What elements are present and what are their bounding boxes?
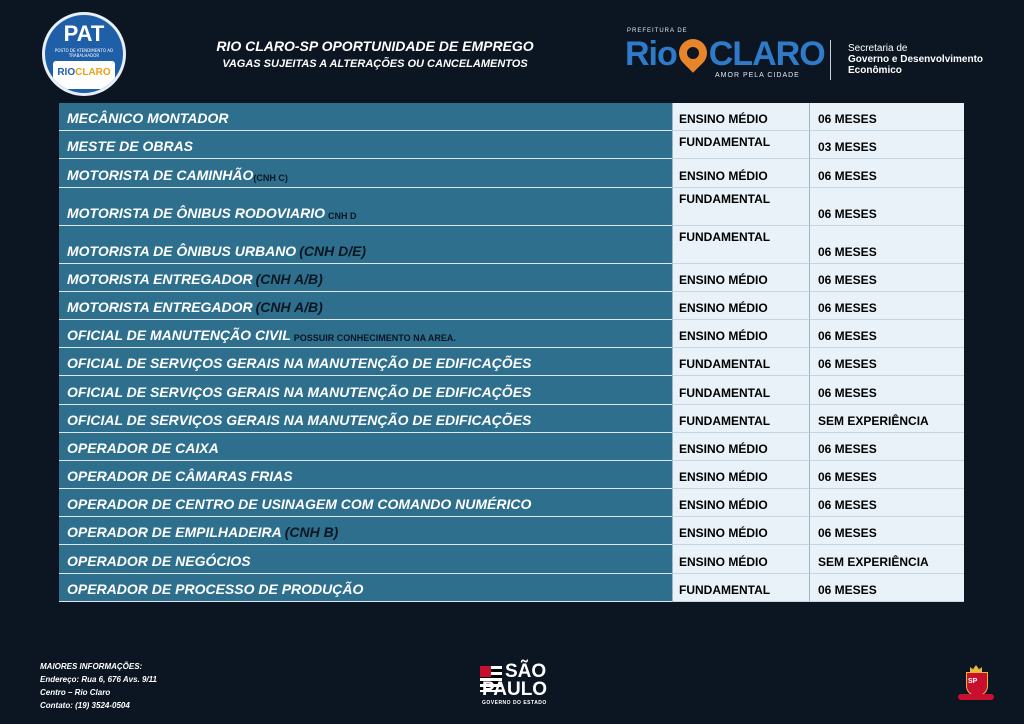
job-title: OPERADOR DE CAIXA [67, 439, 219, 456]
logo-name-a: Rio [625, 35, 677, 73]
table-row [59, 264, 964, 292]
experience-cell: 06 MESES [809, 320, 964, 348]
pat-logo-subtitle: POSTO DE ATENDIMENTO AO TRABALHADOR [54, 48, 114, 58]
logo-prefeitura: PREFEITURA DE [627, 28, 688, 34]
job-title: OFICIAL DE SERVIÇOS GERAIS NA MANUTENÇÃO DE EDIFICAÇÕES [67, 355, 532, 372]
rio-claro-logo [625, 28, 825, 84]
job-title: OPERADOR DE EMPILHADEIRA [67, 524, 282, 541]
experience-cell: 06 MESES [809, 517, 964, 545]
job-title-cell [59, 545, 672, 573]
job-title: OPERADOR DE CENTRO DE USINAGEM COM COMANDO NUMÉRICO [67, 496, 532, 513]
footer-address: Endereço: Rua 6, 676 Avs. 9/11 [40, 675, 157, 684]
table-row [59, 461, 964, 489]
page-subtitle: VAGAS SUJEITAS A ALTERAÇÕES OU CANCELAMENTOS [222, 58, 528, 70]
table-row [59, 376, 964, 404]
secretaria-line2: Governo e Desenvolvimento [848, 54, 984, 65]
pat-logo-title: PAT [63, 21, 105, 46]
job-title-cell [59, 131, 672, 159]
experience-cell: 03 MESES [809, 131, 964, 159]
job-title-cell [59, 159, 672, 187]
education-cell: ENSINO MÉDIO [672, 545, 809, 573]
job-title: OPERADOR DE PROCESSO DE PRODUÇÃO [67, 580, 364, 597]
job-title: OFICIAL DE SERVIÇOS GERAIS NA MANUTENÇÃO DE EDIFICAÇÕES [67, 383, 532, 400]
footer-district: Centro – Rio Claro [40, 688, 111, 697]
sao-paulo-government-logo [480, 662, 555, 708]
table-row [59, 226, 964, 264]
experience-cell: 06 MESES [809, 348, 964, 376]
education-cell: ENSINO MÉDIO [672, 433, 809, 461]
experience-cell: 06 MESES [809, 433, 964, 461]
experience-cell: 06 MESES [809, 103, 964, 131]
job-requirement: (CNH A/B) [255, 298, 323, 315]
pat-logo-city-b: CLARO [75, 67, 111, 78]
table-row [59, 159, 964, 187]
job-title-cell [59, 517, 672, 545]
job-title: MOTORISTA DE ÔNIBUS RODOVIARIO [67, 204, 325, 221]
job-title: OPERADOR DE NEGÓCIOS [67, 552, 251, 569]
pat-logo [42, 12, 126, 96]
education-cell: ENSINO MÉDIO [672, 264, 809, 292]
job-title-cell [59, 264, 672, 292]
experience-cell: 06 MESES [809, 159, 964, 187]
table-row [59, 188, 964, 226]
job-title-cell [59, 292, 672, 320]
job-title-cell [59, 405, 672, 433]
job-requirement: (CNH A/B) [255, 270, 323, 287]
job-title: OFICIAL DE MANUTENÇÃO CIVIL [67, 327, 291, 344]
coat-text: SP [968, 678, 978, 685]
header-title-block [175, 38, 575, 70]
education-cell: ENSINO MÉDIO [672, 489, 809, 517]
job-title-cell [59, 320, 672, 348]
experience-cell: SEM EXPERIÊNCIA [809, 545, 964, 573]
education-cell: FUNDAMENTAL [672, 131, 809, 159]
job-title-cell [59, 226, 672, 264]
education-cell: ENSINO MÉDIO [672, 103, 809, 131]
job-title-cell [59, 376, 672, 404]
experience-cell: 06 MESES [809, 574, 964, 602]
sp-logo-line2: PAULO [482, 679, 548, 700]
table-row [59, 131, 964, 159]
education-cell: FUNDAMENTAL [672, 348, 809, 376]
coat-base [958, 694, 994, 700]
job-title: MOTORISTA DE CAMINHÃO [67, 166, 254, 183]
education-cell: ENSINO MÉDIO [672, 159, 809, 187]
job-title: MOTORISTA DE ÔNIBUS URBANO [67, 242, 297, 259]
job-title: MECÂNICO MONTADOR [67, 110, 229, 127]
secretaria-label [848, 43, 983, 76]
job-title: MOTORISTA ENTREGADOR [67, 298, 253, 315]
job-title: MOTORISTA ENTREGADOR [67, 270, 253, 287]
table-row [59, 489, 964, 517]
crown-icon [970, 665, 982, 672]
job-title-cell [59, 489, 672, 517]
education-cell: FUNDAMENTAL [672, 574, 809, 602]
table-row [59, 433, 964, 461]
job-title-cell [59, 348, 672, 376]
sp-logo-line1: SÃO [505, 661, 547, 682]
map-pin-icon [673, 33, 713, 73]
experience-cell: 06 MESES [809, 376, 964, 404]
table-row [59, 292, 964, 320]
job-title-cell [59, 461, 672, 489]
job-title-cell [59, 574, 672, 602]
job-requirement: (CNH B) [284, 524, 339, 541]
table-row [59, 405, 964, 433]
sp-logo-line3: GOVERNO DO ESTADO [482, 700, 547, 706]
logo-name-b: CLARO [708, 35, 825, 73]
education-cell: FUNDAMENTAL [672, 405, 809, 433]
table-row [59, 545, 964, 573]
education-cell: FUNDAMENTAL [672, 226, 809, 264]
experience-cell: SEM EXPERIÊNCIA [809, 405, 964, 433]
table-row [59, 517, 964, 545]
job-title: OFICIAL DE SERVIÇOS GERAIS NA MANUTENÇÃO DE EDIFICAÇÕES [67, 411, 532, 428]
job-requirement: (CNH D/E) [299, 242, 367, 259]
job-title-cell [59, 433, 672, 461]
page-title: RIO CLARO-SP OPORTUNIDADE DE EMPREGO [216, 38, 534, 54]
pat-logo-city [53, 61, 115, 89]
job-title-cell [59, 188, 672, 226]
secretaria-line1: Secretaria de [848, 43, 908, 54]
logo-tagline: AMOR PELA CIDADE [715, 72, 800, 79]
education-cell: FUNDAMENTAL [672, 188, 809, 226]
experience-cell: 06 MESES [809, 489, 964, 517]
education-cell: ENSINO MÉDIO [672, 461, 809, 489]
job-title: MESTE DE OBRAS [67, 138, 194, 155]
education-cell: FUNDAMENTAL [672, 376, 809, 404]
job-title: OPERADOR DE CÂMARAS FRIAS [67, 468, 293, 485]
education-cell: ENSINO MÉDIO [672, 517, 809, 545]
pat-logo-city-a: RIO [57, 67, 76, 78]
footer-info-title: MAIORES INFORMAÇÕES: [40, 662, 143, 671]
header-divider [830, 40, 831, 80]
job-requirement: CNH D [327, 210, 357, 221]
experience-cell: 06 MESES [809, 461, 964, 489]
experience-cell: 06 MESES [809, 264, 964, 292]
experience-cell: 06 MESES [809, 292, 964, 320]
jobs-table [59, 103, 964, 602]
table-row [59, 320, 964, 348]
logo-city-name [625, 34, 825, 74]
table-row [59, 574, 964, 602]
coat-of-arms-icon [958, 664, 994, 704]
job-title-cell [59, 103, 672, 131]
experience-cell: 06 MESES [809, 188, 964, 226]
education-cell: ENSINO MÉDIO [672, 320, 809, 348]
footer-info [40, 660, 157, 712]
experience-cell: 06 MESES [809, 226, 964, 264]
footer-contact: Contato: (19) 3524-0504 [40, 701, 130, 710]
secretaria-line3: Econômico [848, 65, 902, 76]
table-row [59, 103, 964, 131]
education-cell: ENSINO MÉDIO [672, 292, 809, 320]
job-requirement: POSSUIR CONHECIMENTO NA AREA. [293, 333, 456, 344]
job-requirement: (CNH C) [253, 172, 288, 183]
table-row [59, 348, 964, 376]
